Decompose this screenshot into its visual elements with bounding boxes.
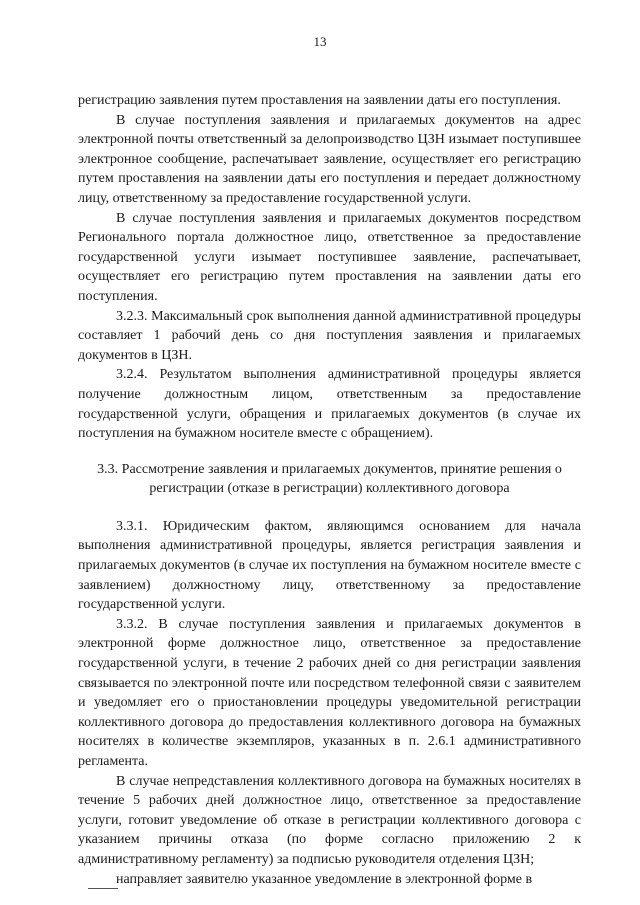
paragraph: регистрацию заявления путем проставления на заявлении даты его поступления. bbox=[78, 93, 561, 108]
section-heading: 3.3. Рассмотрение заявления и прилагаемых документов, принятие решения о регистрации (отказе в регистрации) коллективного договора bbox=[97, 461, 562, 497]
paragraph: 3.2.4. Результатом выполнения административной процедуры является получение должностным лицом, ответственным за предоставление государственной услуги, обращения и прилагаемых документов (в случае их поступления на бумажном носителе вместе с обращением). bbox=[78, 367, 581, 442]
paragraph: направляет заявителю указанное уведомление в электронной форме в bbox=[116, 871, 533, 887]
paragraph: В случае поступления заявления и прилагаемых документов на адрес электронной почты ответственный за делопроизводство ЦЗН изымает поступившее электронное сообщение, распечатывает заявление, осуществляет его регистрацию путем проставления на заявлении даты его поступления и передает должностному лицу, ответственному за предоставление государственной услуги. bbox=[78, 112, 581, 206]
page-number: 13 bbox=[313, 34, 327, 49]
paragraph: В случае непредставления коллективного договора на бумажных носителях в течение 5 рабочих дней должностное лицо, ответственное за предоставление услуги, готовит уведомление об отказе в регистрации коллективного договора с указанием причины отказа (по форме согласно приложению 2 к административному регламенту) за подписью руководителя отделения ЦЗН; bbox=[78, 773, 581, 867]
paragraph: 3.3.2. В случае поступления заявления и прилагаемых документов в электронной форме должностное лицо, ответственное за предоставление государственной услуги, в течение 2 рабочих дней со дня регистрации заявления связывается по электронной почте или посредством телефонной связи с заявителем и уведомляет его о приостановлении процедуры уведомительной регистрации коллективного договора до предоставления коллективного договора на бумажных носителях в количестве экземпляров, указанных в п. 2.6.1 административного регламента. bbox=[78, 616, 581, 769]
paragraph: В случае поступления заявления и прилагаемых документов посредством Регионального портала должностное лицо, ответственное за предоставление государственной услуги изымает поступившее заявление, распечатывает, осуществляет его регистрацию путем проставления на заявлении даты его поступления. bbox=[78, 210, 581, 304]
paragraph: 3.3.1. Юридическим фактом, являющимся основанием для начала выполнения административной процедуры, является регистрация заявления и прилагаемых документов (в случае их поступления на бумажном носителе вместе с заявлением) должностному лицу, ответственному за предоставление государственной услуги. bbox=[78, 518, 581, 613]
paragraph: 3.2.3. Максимальный срок выполнения данной административной процедуры составляет 1 рабочий день со дня поступления заявления и прилагаемых документов в ЦЗН. bbox=[78, 308, 581, 363]
footer-divider bbox=[88, 888, 118, 889]
document-body bbox=[78, 91, 581, 889]
